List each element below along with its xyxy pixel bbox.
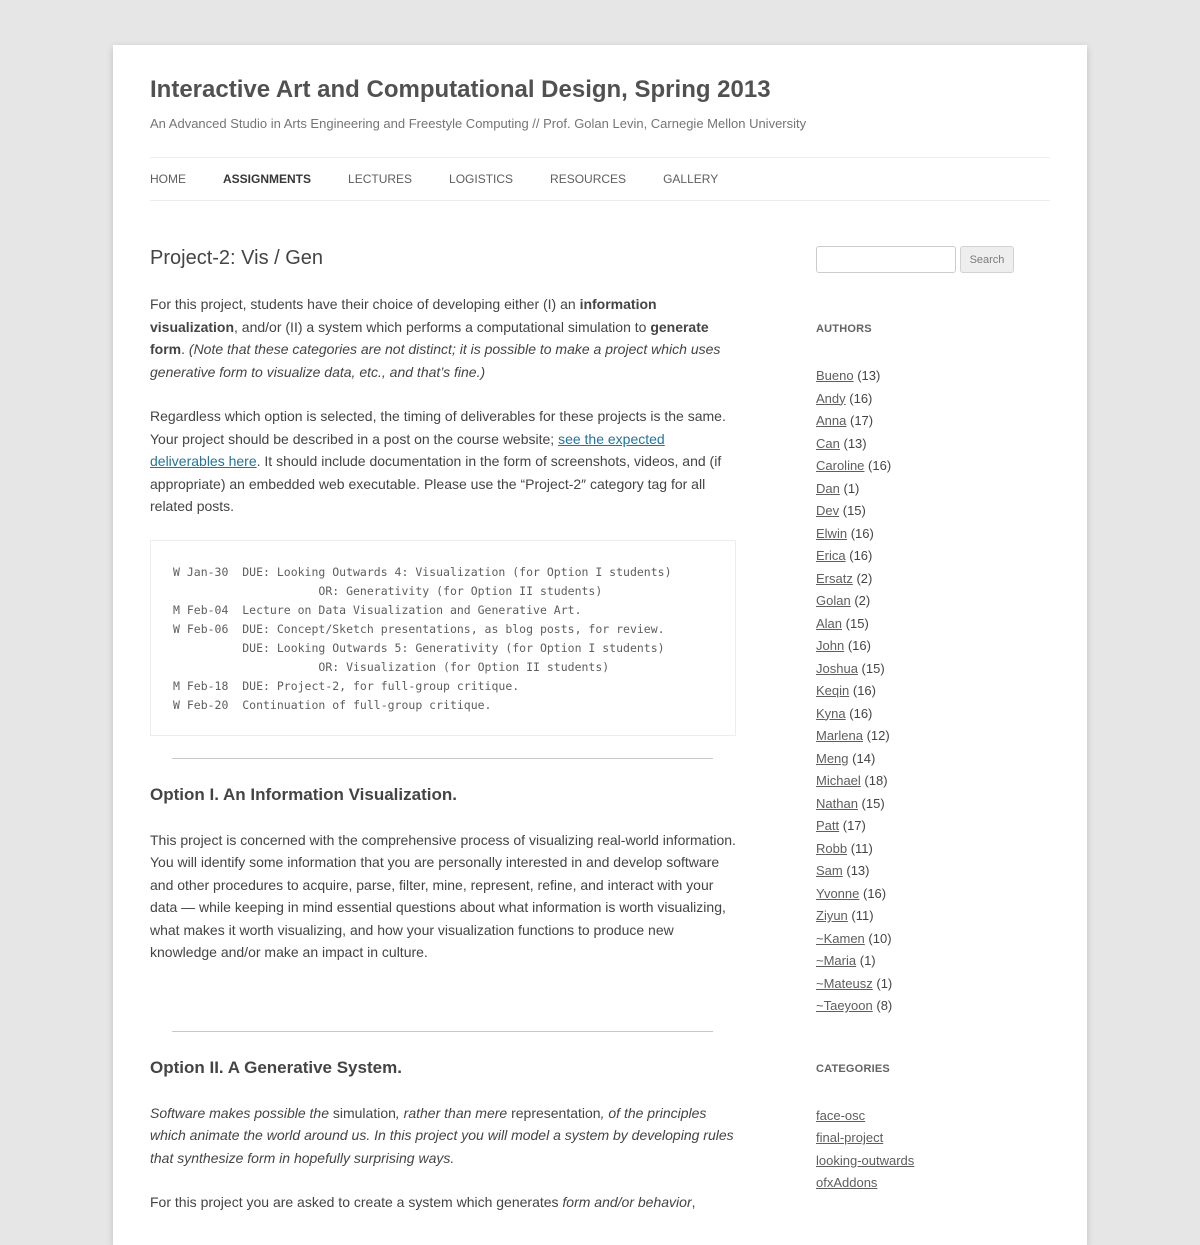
intro-paragraph: For this project, students have their choice of developing either (I) an information visualization, and/or (II) a system which performs a computational simulation to generate form. (Note that these categories are not distinct; it is possible to make a project which uses generative form to visualize data, etc., and that’s fine.) (150, 296, 721, 380)
list-item (816, 1105, 1050, 1128)
author-link[interactable]: ~Mateusz (816, 975, 873, 991)
list-item (816, 455, 1050, 478)
categories-widget (816, 1063, 1050, 1195)
author-post-count: (16) (868, 458, 892, 473)
list-item (816, 613, 1050, 636)
list-item (816, 635, 1050, 658)
list-item (816, 815, 1050, 838)
option-2-task-paragraph: For this project you are asked to create a system which generates form and/or behavior, (150, 1194, 696, 1210)
list-item (816, 905, 1050, 928)
search-form (816, 246, 1050, 273)
list-item (816, 545, 1050, 568)
author-link[interactable]: Patt (816, 818, 840, 833)
author-link[interactable]: Ersatz (816, 570, 853, 586)
author-post-count: (12) (866, 728, 890, 743)
nav-item-home[interactable]: HOME (150, 172, 186, 186)
author-post-count: (16) (849, 390, 873, 406)
option-1-paragraph: This project is concerned with the comprehensive process of visualizing real-world information. You will identify some information that you are personally interested in and develop software and other procedures to acquire, parse, filter, mine, represent, refine, and interact with your data — while keeping in mind essential questions about what information is worth visualizing, what makes it worth visualizing, and how your visualization functions to produce new knowledge and/or make an impact in culture. (150, 831, 736, 960)
list-item (816, 770, 1050, 793)
author-post-count: (13) (857, 368, 881, 383)
list-item (816, 793, 1050, 816)
post-title: Project-2: Vis / Gen (150, 247, 324, 269)
author-link[interactable]: Caroline (816, 458, 865, 473)
author-post-count: (16) (863, 885, 887, 901)
option-1-heading: Option I. An Information Visualization. (150, 784, 457, 804)
author-post-count: (2) (856, 570, 873, 586)
list-item (816, 703, 1050, 726)
site-title[interactable]: Interactive Art and Computational Design, Spring 2013 (150, 76, 771, 103)
author-link[interactable]: Nathan (816, 795, 858, 811)
categories-list (816, 1105, 1050, 1195)
list-item (816, 478, 1050, 501)
author-link[interactable]: ~Maria (816, 953, 857, 968)
author-post-count: (10) (868, 930, 892, 946)
categories-title: CATEGORIES (816, 1062, 890, 1075)
author-link[interactable]: John (816, 638, 845, 653)
author-post-count: (1) (876, 975, 893, 991)
author-link[interactable]: Keqin (816, 683, 850, 698)
nav-item-assignments[interactable]: ASSIGNMENTS (223, 172, 312, 186)
authors-list (816, 365, 1050, 1018)
author-link[interactable]: Anna (816, 413, 847, 428)
deliverables-paragraph: Regardless which option is selected, the timing of deliverables for these projects is the same. Your project should be described in a post on the course website; see the expected deliverables here. It should include documentation in the form of screenshots, videos, and (if appropriate) an embedded web executable. Please use the “Project-2″ category tag for all related posts. (150, 408, 726, 514)
author-post-count: (11) (851, 908, 874, 923)
author-post-count: (15) (842, 503, 866, 518)
list-item (816, 950, 1050, 973)
category-link[interactable]: ofxAddons (816, 1175, 878, 1190)
nav-item-lectures[interactable]: LECTURES (348, 172, 413, 186)
author-link[interactable]: ~Taeyoon (816, 998, 873, 1013)
author-post-count: (2) (854, 593, 871, 608)
author-post-count: (16) (849, 548, 873, 563)
author-link[interactable]: Andy (816, 390, 846, 406)
list-item (816, 973, 1050, 996)
list-item (816, 1127, 1050, 1150)
option-2-heading: Option II. A Generative System. (150, 1057, 402, 1077)
author-post-count: (16) (849, 705, 873, 721)
nav-item-resources[interactable]: RESOURCES (550, 172, 627, 186)
list-item (816, 523, 1050, 546)
list-item (816, 590, 1050, 613)
list-item (816, 365, 1050, 388)
nav-item-gallery[interactable]: GALLERY (663, 172, 719, 186)
category-link[interactable]: looking-outwards (816, 1152, 915, 1168)
list-item (816, 568, 1050, 591)
main-nav (150, 157, 1050, 201)
author-post-count: (8) (876, 998, 893, 1013)
author-post-count: (17) (850, 413, 874, 428)
list-item (816, 883, 1050, 906)
authors-widget (816, 323, 1050, 1018)
category-link[interactable]: face-osc (816, 1107, 866, 1123)
author-link[interactable]: Erica (816, 548, 846, 563)
list-item (816, 680, 1050, 703)
author-post-count: (16) (850, 525, 874, 541)
author-link[interactable]: Marlena (816, 728, 863, 743)
author-post-count: (11) (850, 840, 873, 856)
authors-title: AUTHORS (816, 323, 872, 335)
author-post-count: (15) (861, 795, 885, 811)
author-post-count: (15) (845, 615, 869, 631)
author-link[interactable]: Sam (816, 863, 843, 878)
author-link[interactable]: Dev (816, 503, 840, 518)
list-item (816, 838, 1050, 861)
search-button[interactable]: Search (960, 246, 1014, 273)
list-item (816, 725, 1050, 748)
author-post-count: (13) (843, 435, 867, 451)
post-content (150, 245, 736, 1236)
author-link[interactable]: Meng (816, 750, 849, 766)
author-post-count: (18) (864, 773, 888, 788)
author-post-count: (13) (846, 863, 870, 878)
deliverables-link[interactable]: see the expected deliverables here (150, 430, 665, 469)
list-item (816, 1172, 1050, 1195)
author-link[interactable]: Bueno (816, 368, 854, 383)
author-post-count: (15) (861, 660, 885, 676)
sidebar (816, 246, 1050, 1195)
author-post-count: (14) (852, 750, 876, 766)
site-description: An Advanced Studio in Arts Engineering and Freestyle Computing // Prof. Golan Levin, Carnegie Mellon University (150, 116, 807, 131)
author-post-count: (16) (847, 638, 871, 653)
author-link[interactable]: Michael (816, 773, 861, 788)
author-link[interactable]: Ziyun (816, 908, 848, 923)
list-item (816, 928, 1050, 951)
author-link[interactable]: ~Kamen (816, 930, 865, 946)
author-link[interactable]: Kyna (816, 705, 846, 721)
section-divider (172, 1031, 713, 1032)
schedule-block: W Jan-30 DUE: Looking Outwards 4: Visualization (for Option I students) OR: Generativity (for Option II students) M Feb-04 Lecture on Data Visualization and Generative Art. W Feb-06 DUE: Concept/Sketch presentations, as blog posts, for review. DUE: Looking Outwards 5: Generativity (for Option I students) OR: Visualization (for Option II students) M Feb-18 DUE: Project-2, for full-group critique. W Feb-20 Continuation of full-group critique. (150, 540, 736, 736)
list-item (816, 860, 1050, 883)
author-post-count: (1) (859, 953, 876, 968)
list-item (816, 995, 1050, 1018)
list-item (816, 388, 1050, 411)
author-link[interactable]: Can (816, 435, 840, 451)
section-divider (172, 758, 713, 759)
author-post-count: (17) (842, 818, 866, 833)
list-item (816, 410, 1050, 433)
list-item (816, 1150, 1050, 1173)
list-item (816, 500, 1050, 523)
author-link[interactable]: Robb (816, 840, 848, 856)
list-item (816, 433, 1050, 456)
author-link[interactable]: Golan (816, 593, 851, 608)
author-link[interactable]: Joshua (816, 660, 858, 676)
option-2-paragraph: Software makes possible the simulation, rather than mere representation, of the principles which animate the world around us. In this project you will model a system by developing rules that synthesize form in hopefully surprising ways. (150, 1104, 734, 1166)
author-post-count: (16) (852, 683, 876, 698)
author-post-count: (1) (843, 480, 860, 496)
list-item (816, 658, 1050, 681)
author-link[interactable]: Elwin (816, 525, 848, 541)
nav-item-logistics[interactable]: LOGISTICS (449, 172, 514, 186)
author-link[interactable]: Dan (816, 480, 840, 496)
search-input[interactable] (816, 246, 956, 273)
list-item (816, 748, 1050, 771)
author-link[interactable]: Yvonne (816, 885, 860, 901)
category-link[interactable]: final-project (816, 1130, 884, 1145)
page-container (113, 45, 1087, 1245)
author-link[interactable]: Alan (816, 615, 843, 631)
